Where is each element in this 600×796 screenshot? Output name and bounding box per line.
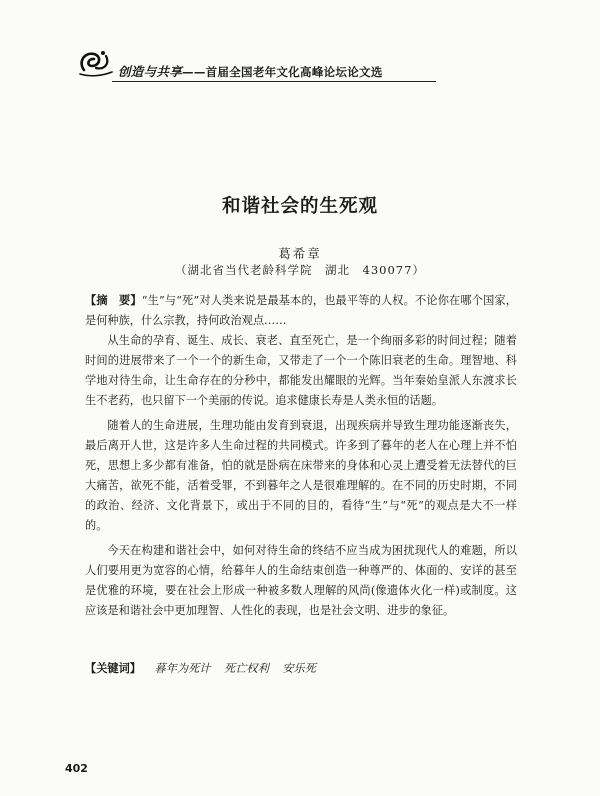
keyword-item: 死亡权利 [224, 662, 269, 675]
author-affiliation: （湖北省当代老龄科学院 湖北 430077） [175, 263, 425, 277]
keywords-label: 【关键词】 [85, 661, 141, 675]
series-title [118, 62, 383, 80]
series-dash: —— [182, 65, 206, 79]
header-rule [112, 81, 436, 82]
page-number: 402 [65, 762, 88, 775]
running-header [76, 48, 436, 84]
article-author: 葛希章 [278, 246, 322, 261]
body-paragraph-1: 从生命的孕育、诞生、成长、衰老、直至死亡，是一个绚丽多彩的时间过程；随着时间的进展带来了一个一个的新生命，又带走了一个一个陈旧衰老的生命。理智地、科学地对待生命，让生命存在的分秒中，都能发出耀眼的光辉。当年秦始皇派人东渡求长生不老药，也只留下一个美丽的传说。追求健康长寿是人类永恒的话题。 [85, 334, 517, 407]
abstract-text: “生”与“死”对人类来说是最基本的，也最平等的人权。不论你在哪个国家，是何种族，什么宗教，持何政治观点…… [85, 294, 517, 327]
series-subtitle: 首届全国老年文化高峰论坛论文选 [205, 65, 383, 79]
article-body [85, 290, 517, 621]
article-title: 和谐社会的生死观 [221, 196, 378, 217]
body-paragraph-2: 随着人的生命进展，生理功能由发育到衰退，出现疾病并导致生理功能逐渐丧失，最后离开人世，这是许多人生命过程的共同模式。许多到了暮年的老人在心理上并不怕死，思想上多少都有准备，怕的就是卧病在床带来的身体和心灵上遭受着无法替代的巨大痛苦，欲死不能，活着受罪，不到暮年之人是很难理解的。在不同的历史时期，不同的政治、经济、文化背景下，或出于不同的目的，看待“生”与“死”的观点是大不一样的。 [85, 419, 517, 532]
body-paragraph-3: 今天在构建和谐社会中，如何对待生命的终结不应当成为困扰现代人的难题，所以人们要用更为宽容的心情，给暮年人的生命结束创造一种尊严的、体面的、安详的甚至是优雅的环境，要在社会上形成一种被多数人理解的风尚(像遗体火化一样)或制度。这应该是和谐社会中更加理智、人性化的表现，也是社会文明、进步的象征。 [85, 544, 517, 617]
keyword-item: 暮年为死计 [154, 662, 211, 675]
series-logo-icon [76, 48, 116, 78]
series-main-title: 创造与共享 [118, 64, 183, 79]
keywords-line [85, 658, 517, 679]
abstract-paragraph [85, 290, 517, 331]
abstract-label: 【摘 要】 [85, 293, 142, 307]
keyword-item: 安乐死 [282, 662, 316, 675]
